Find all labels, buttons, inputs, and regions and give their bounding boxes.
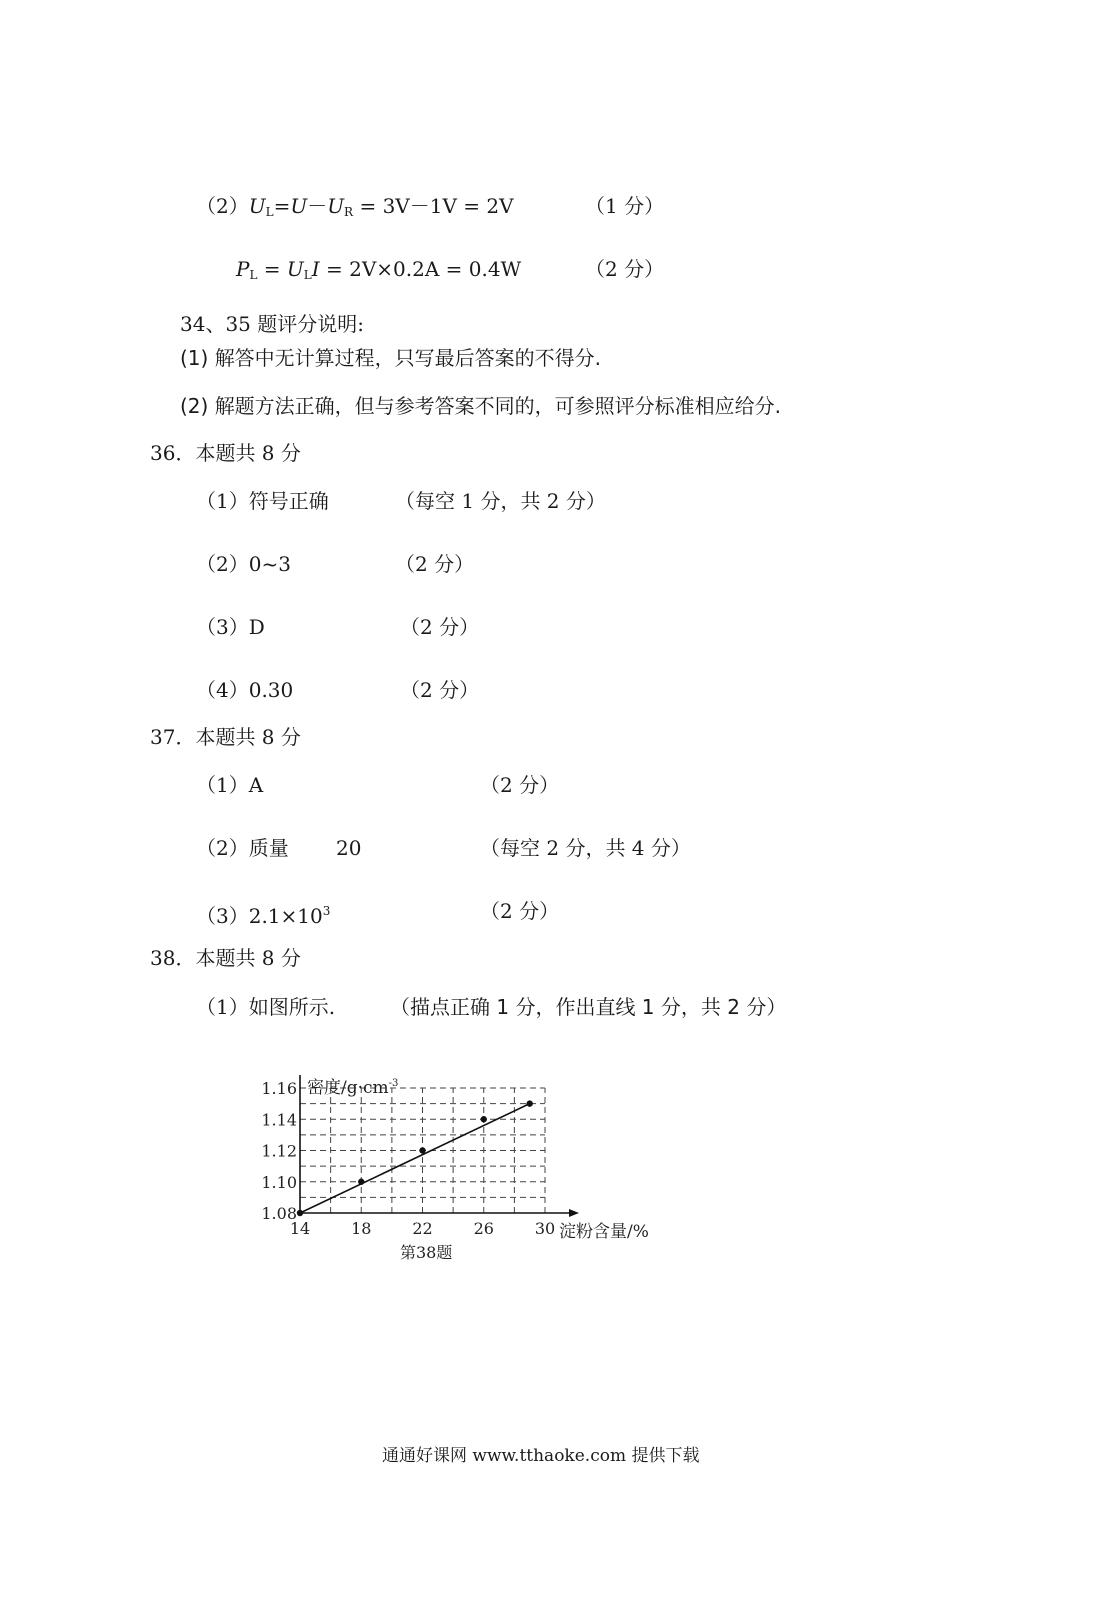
q35-line1-score: （1 分） — [585, 194, 665, 218]
x-tick-label: 22 — [412, 1219, 433, 1238]
chart-xlabel: 淀粉含量/% — [559, 1222, 649, 1242]
y-tick-label: 1.16 — [261, 1079, 297, 1098]
q37-item-2: （2）质量 — [196, 836, 289, 860]
q37-item-1: （1）A — [196, 773, 264, 797]
q36-item-1: （1）符号正确 — [196, 489, 329, 513]
q37-item-1-score: （2 分） — [480, 773, 560, 797]
chart-caption: 第38题 — [400, 1243, 453, 1262]
grading-note-2: (2) 解题方法正确，但与参考答案不同的，可参照评分标准相应给分. — [180, 394, 782, 418]
q36-item-3-score: （2 分） — [400, 615, 480, 639]
grading-note-1: (1) 解答中无计算过程，只写最后答案的不得分. — [180, 346, 602, 370]
y-tick-label: 1.12 — [261, 1141, 297, 1161]
data-point — [481, 1116, 487, 1122]
q37-item-2-score: （每空 2 分，共 4 分） — [480, 836, 691, 860]
data-point — [358, 1179, 364, 1185]
q37-item-2-value: 20 — [336, 836, 362, 860]
y-tick-label: 1.10 — [261, 1172, 297, 1192]
y-tick-label: 1.14 — [261, 1110, 297, 1130]
q35-line1: $(2)U_L=U-U_R = 3V-1V = 2V$ — [196, 194, 514, 219]
q37-item-3: $(3)2.1\times 10^3$ — [196, 904, 331, 928]
q36-item-2: （2）0~3 — [196, 552, 291, 576]
data-point — [419, 1147, 425, 1153]
x-axis-arrow — [569, 1209, 579, 1217]
q35-line2: $P_L = U_LI = 2V\times 0.2A = 0.4W$ — [236, 257, 522, 282]
q35-line2-score: （2 分） — [585, 257, 665, 281]
q37-heading: 37．本题共 8 分 — [150, 725, 301, 749]
page-footer: 通通好课网 www.tthaoke.com 提供下载 — [382, 1446, 700, 1466]
x-tick-label: 26 — [473, 1219, 494, 1238]
density-chart — [255, 1075, 675, 1270]
q38-item-1-score: （描点正确 1 分，作出直线 1 分，共 2 分） — [390, 995, 787, 1019]
q38-heading: 38．本题共 8 分 — [150, 946, 301, 970]
q36-item-1-score: （每空 1 分，共 2 分） — [395, 489, 606, 513]
data-point — [526, 1100, 532, 1106]
q36-item-4-score: （2 分） — [400, 678, 480, 702]
x-tick-label: 18 — [351, 1219, 372, 1238]
q36-item-2-score: （2 分） — [395, 552, 475, 576]
q37-item-3-score: （2 分） — [480, 899, 560, 923]
grading-notes-title: 34、35 题评分说明: — [180, 312, 364, 336]
q36-item-4: （4）0.30 — [196, 678, 294, 702]
y-tick-label: 1.08 — [261, 1204, 297, 1223]
x-tick-label: 14 — [289, 1219, 311, 1238]
q36-item-3: （3）D — [196, 615, 265, 639]
chart-series — [297, 1100, 533, 1216]
q36-heading: 36．本题共 8 分 — [150, 441, 301, 465]
x-tick-label: 30 — [534, 1219, 556, 1238]
fit-line — [300, 1104, 530, 1213]
chart-ylabel: 密度$/g\cdot cm^{-3}$ — [307, 1078, 399, 1098]
chart-ticks — [261, 1079, 555, 1238]
q38-item-1: （1）如图所示. — [196, 995, 336, 1019]
data-point — [297, 1210, 303, 1216]
